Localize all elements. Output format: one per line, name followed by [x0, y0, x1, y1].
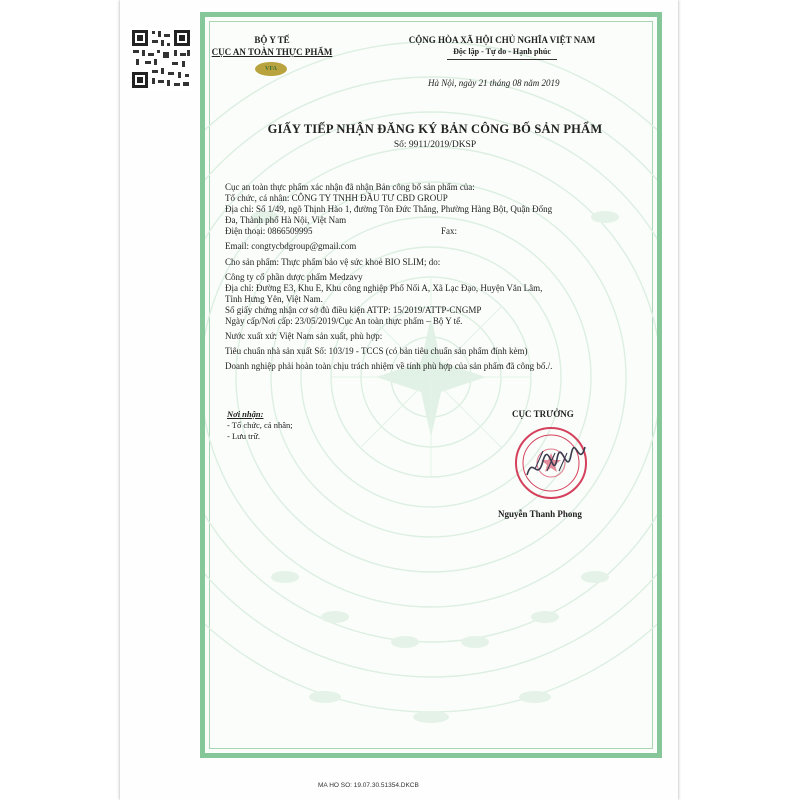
- qr-code-icon: [130, 28, 192, 90]
- country-name: CỘNG HÒA XÃ HỘI CHỦ NGHĨA VIỆT NAM: [408, 35, 596, 45]
- vfa-logo-icon: VFA: [255, 62, 287, 76]
- document-title: GIẤY TIẾP NHẬN ĐĂNG KÝ BẢN CÔNG BỐ SẢN PHẨM: [267, 122, 603, 136]
- department-name: CỤC AN TOÀN THỰC PHẨM: [211, 47, 333, 57]
- intro-line: Cục an toàn thực phẩm xác nhận đã nhận Bản công bố sản phẩm của:: [225, 182, 475, 192]
- responsibility-line: Doanh nghiệp phải hoàn toàn chịu trách nhiệm về tính phù hợp của sản phẩm đã công bố./.: [225, 361, 553, 372]
- signer-title: CỤC TRƯỞNG: [512, 409, 574, 419]
- recipients-block: [227, 409, 293, 442]
- qr-code[interactable]: [130, 28, 192, 90]
- contact-line: [225, 226, 625, 237]
- national-motto: Độc lập - Tự do - Hạnh phúc: [453, 47, 551, 56]
- motto-underline: [447, 59, 557, 60]
- document-number: Số: 9911/2019/DKSP: [393, 140, 477, 150]
- product-line: Cho sản phẩm: Thực phẩm bảo vệ sức khoẻ BIO SLIM; do:: [225, 256, 441, 267]
- recipient-item: - Tổ chức, cá nhân;: [227, 420, 293, 430]
- address-line-1: Địa chỉ: Số 1/49, ngõ Thịnh Hào 1, đường Tôn Đức Thắng, Phường Hàng Bột, Quận Đống: [225, 204, 553, 215]
- issue-date: Hà Nội, ngày 21 tháng 08 năm 2019: [428, 78, 560, 88]
- manufacturer-line: Công ty cổ phần dược phẩm Medzavy: [225, 271, 363, 282]
- certificate-line: Số giấy chứng nhận cơ sở đủ điều kiện ATTP: 15/2019/ATTP-CNGMP: [225, 304, 482, 315]
- recipient-item: - Lưu trữ.: [227, 431, 261, 441]
- document-page: [120, 0, 678, 800]
- issued-line: Ngày cấp/Nơi cấp: 23/05/2019/Cục An toàn thực phẩm – Bộ Y tế.: [225, 316, 463, 327]
- email-line: Email: congtycbdgroup@gmail.com: [225, 241, 357, 252]
- dossier-code: MA HO SO: 19.07.30.51354.DKCB: [318, 782, 419, 789]
- manufacturer-address-2: Tỉnh Hưng Yên, Việt Nam.: [225, 293, 323, 304]
- origin-line: Nước xuất xứ: Việt Nam sản xuất, phù hợp:: [225, 331, 383, 342]
- issuer-header: [210, 34, 334, 58]
- national-header: [384, 34, 620, 60]
- phone-line: Điện thoại: 0866509995: [225, 226, 313, 237]
- organization-line: Tổ chức, cá nhân: CÔNG TY TNHH ĐẦU TƯ CBD GROUP: [225, 193, 448, 204]
- standard-line: Tiêu chuẩn nhà sản xuất Số: 103/19 - TCCS (có bản tiêu chuẩn sản phẩm đính kèm): [225, 346, 528, 357]
- ministry-name: BỘ Y TẾ: [254, 35, 290, 45]
- fax-line: Fax:: [441, 226, 458, 237]
- signer-name: Nguyễn Thanh Phong: [498, 509, 582, 519]
- recipients-heading: Nơi nhận:: [227, 409, 264, 419]
- document-body: [225, 182, 625, 372]
- address-line-2: Đa, Thành phố Hà Nội, Việt Nam: [225, 215, 347, 226]
- manufacturer-address-1: Địa chỉ: Đường E3, Khu E, Khu công nghiệp Phố Nối A, Xã Lạc Đạo, Huyện Văn Lâm,: [225, 282, 543, 293]
- red-official-stamp-icon: [513, 425, 589, 501]
